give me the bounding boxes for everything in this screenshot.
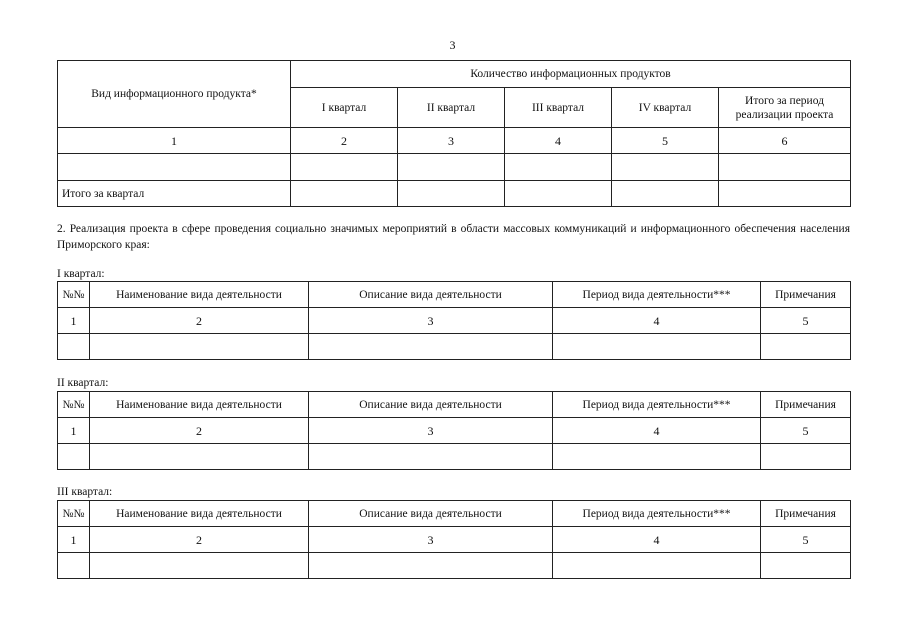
column-number: 1 (58, 418, 90, 444)
table-row (58, 181, 851, 207)
number-header: №№ (58, 501, 90, 527)
quarter-1-activities-table (57, 281, 851, 360)
column-number: 3 (309, 418, 553, 444)
table-cell (309, 444, 553, 470)
column-number: 4 (553, 418, 761, 444)
table-cell (553, 553, 761, 579)
table-cell (553, 334, 761, 360)
table-cell (58, 444, 90, 470)
table-row (58, 444, 851, 470)
column-number: 1 (58, 527, 90, 553)
number-header: №№ (58, 282, 90, 308)
activity-name-header: Наименование вида деятельности (90, 282, 309, 308)
table-cell (553, 444, 761, 470)
quarter-4-header: IV квартал (612, 88, 719, 128)
table-cell (398, 181, 505, 207)
column-number: 2 (90, 308, 309, 334)
table-cell (309, 553, 553, 579)
table-cell (719, 154, 851, 181)
section-2-text: 2. Реализация проекта в сфере проведения социально значимых мероприятий в области массовых коммуникаций и информационного обеспечения населения Приморского края: (57, 223, 850, 251)
information-products-table (57, 60, 851, 207)
table-cell (58, 154, 291, 181)
quarter-1-header: I квартал (291, 88, 398, 128)
table-cell (761, 444, 851, 470)
table-row (58, 334, 851, 360)
column-number: 1 (58, 308, 90, 334)
column-number: 5 (761, 418, 851, 444)
column-number: 5 (761, 527, 851, 553)
table-cell (505, 154, 612, 181)
column-number: 4 (553, 308, 761, 334)
column-number: 4 (505, 128, 612, 154)
activity-name-header: Наименование вида деятельности (90, 501, 309, 527)
table-cell (761, 553, 851, 579)
table-cell (505, 181, 612, 207)
table-cell (90, 444, 309, 470)
table-cell (612, 181, 719, 207)
table-cell (398, 154, 505, 181)
activity-name-header: Наименование вида деятельности (90, 392, 309, 418)
activity-period-header: Период вида деятельности*** (553, 392, 761, 418)
table-cell (719, 181, 851, 207)
page-number: 3 (449, 38, 456, 52)
quarter-3-label: III квартал: (57, 486, 113, 498)
notes-header: Примечания (761, 392, 851, 418)
project-total-header (719, 88, 851, 128)
table-cell (309, 334, 553, 360)
column-number: 5 (612, 128, 719, 154)
activity-description-header: Описание вида деятельности (309, 501, 553, 527)
project-total-header-line2: реализации проекта (735, 108, 834, 121)
activity-period-header: Период вида деятельности*** (553, 282, 761, 308)
table-row (58, 553, 851, 579)
column-number: 4 (553, 527, 761, 553)
quarter-3-activities-table (57, 500, 851, 579)
quarter-1-label: I квартал: (57, 268, 105, 280)
column-number: 6 (719, 128, 851, 154)
table-row (58, 154, 851, 181)
notes-header: Примечания (761, 282, 851, 308)
project-total-header-line1: Итого за период (745, 94, 824, 107)
table-cell (291, 154, 398, 181)
column-number: 1 (58, 128, 291, 154)
activity-period-header: Период вида деятельности*** (553, 501, 761, 527)
column-number: 3 (398, 128, 505, 154)
quarter-3-header: III квартал (505, 88, 612, 128)
column-number: 3 (309, 527, 553, 553)
activity-description-header: Описание вида деятельности (309, 282, 553, 308)
column-number: 2 (291, 128, 398, 154)
products-count-header: Количество информационных продуктов (291, 61, 851, 88)
table-cell (58, 334, 90, 360)
table-cell (291, 181, 398, 207)
quarter-2-activities-table (57, 391, 851, 470)
table-cell (90, 334, 309, 360)
column-number: 3 (309, 308, 553, 334)
table-cell (612, 154, 719, 181)
table-cell (761, 334, 851, 360)
table-cell (90, 553, 309, 579)
column-number: 2 (90, 418, 309, 444)
notes-header: Примечания (761, 501, 851, 527)
number-header: №№ (58, 392, 90, 418)
quarter-total-label: Итого за квартал (58, 181, 291, 207)
table-cell (58, 553, 90, 579)
product-type-header: Вид информационного продукта* (58, 61, 291, 128)
quarter-2-label: II квартал: (57, 377, 109, 389)
activity-description-header: Описание вида деятельности (309, 392, 553, 418)
column-number: 5 (761, 308, 851, 334)
column-number: 2 (90, 527, 309, 553)
quarter-2-header: II квартал (398, 88, 505, 128)
